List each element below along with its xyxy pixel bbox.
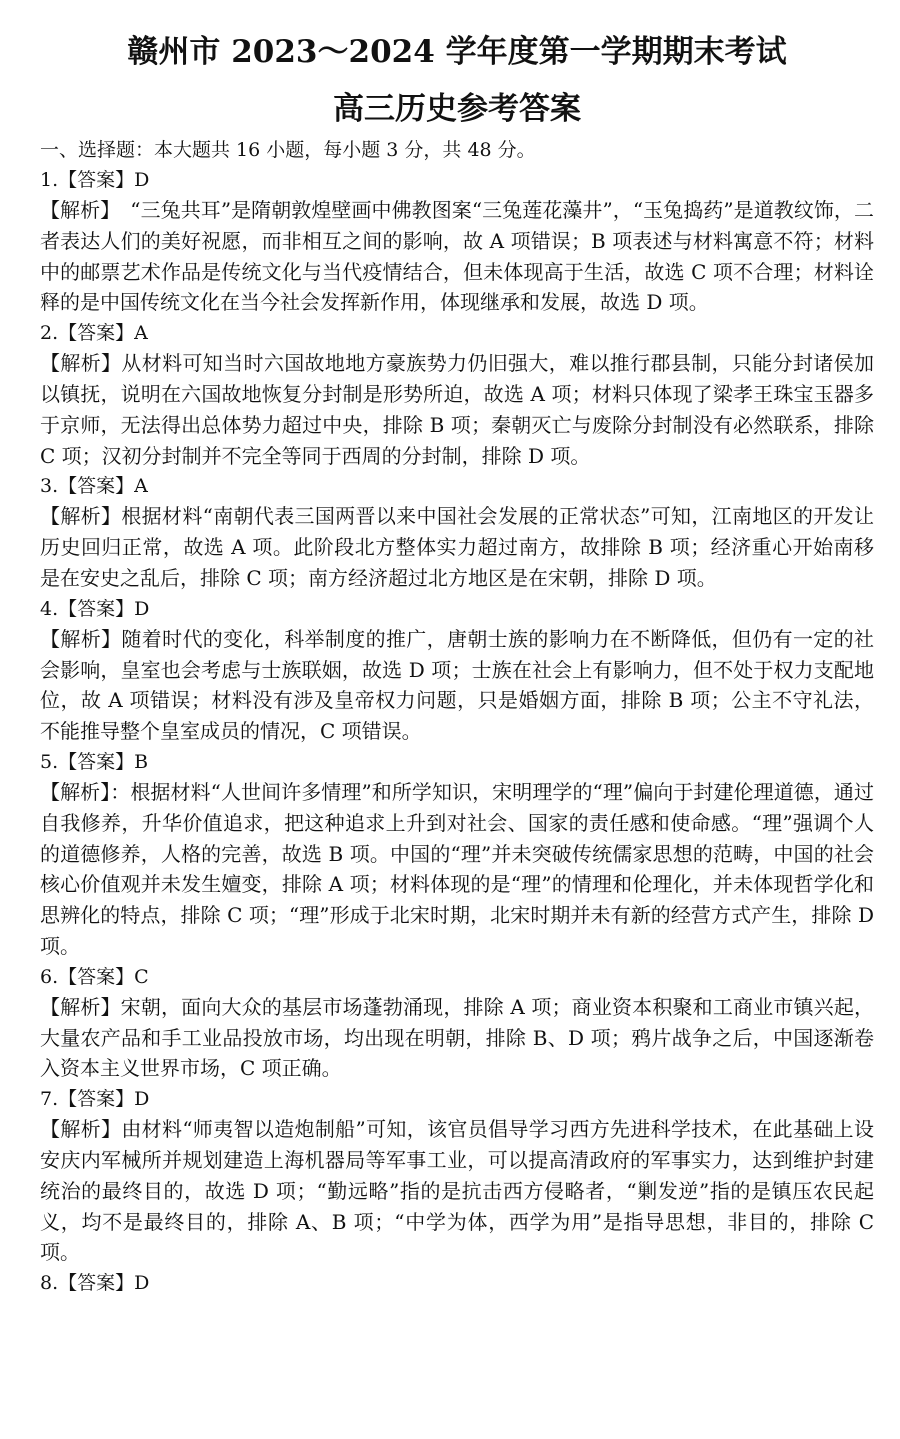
answer-line: 4.【答案】D — [40, 597, 150, 620]
analysis-paragraph: 【解析】宋朝，面向大众的基层市场蓬勃涌现，排除 A 项；商业资本积聚和工商业市镇兴起，大量农产品和手工业品投放市场，均出现在明朝，排除 B、D 项；鸦片战争之后，中国逐渐卷入资本主义世界市场，C 项正确。 — [40, 994, 874, 1081]
analysis-paragraph: 【解析】：根据材料“人世间许多情理”和所学知识，宋明理学的“理”偏向于封建伦理道德，通过自我修养，升华价值追求，把这种追求上升到对社会、国家的责任感和使命感。“理”强调个人的道德修养，人格的完善，故选 B 项。中国的“理”并未突破传统儒家思想的范畴，中国的社会核心价值观并未发生嬗变，排除 A 项；材料体现的是“理”的情理和伦理化，并未体现哲学化和思辨化的特点，排除 C 项；“理”形成于北宋时期，北宋时期并未有新的经营方式产生，排除 D 项。 — [40, 779, 874, 958]
analysis-paragraph: 【解析】由材料“师夷智以造炮制船”可知，该官员倡导学习西方先进科学技术，在此基础上设安庆内军械所并规划建造上海机器局等军事工业，可以提高清政府的军事实力，达到维护封建统治的最终目的，故选 D 项；“勤远略”指的是抗击西方侵略者，“剿发逆”指的是镇压农民起义，均不是最终目的，排除 A、B 项；“中学为体，西学为用”是指导思想，非目的，排除 C 项。 — [40, 1117, 874, 1265]
answer-line: 5.【答案】B — [40, 750, 149, 773]
answer-line: 3.【答案】A — [40, 475, 148, 498]
answer-line: 6.【答案】C — [40, 965, 149, 988]
answer-line: 1.【答案】D — [40, 169, 150, 191]
question-2 — [40, 318, 874, 471]
question-5 — [40, 747, 874, 962]
question-4 — [40, 594, 874, 747]
analysis-paragraph: 【解析】从材料可知当时六国故地地方豪族势力仍旧强大，难以推行郡县制，只能分封诸侯加以镇抚，说明在六国故地恢复分封制是形势所迫，故选 A 项；材料只体现了梁孝王珠宝玉器多于京师，无法得出总体势力超过中央，排除 B 项；秦朝灭亡与废除分封制没有必然联系，排除 C 项；汉初分封制并不完全等同于西周的分封制，排除 D 项。 — [40, 351, 874, 468]
question-6 — [40, 962, 874, 1084]
answer-line: 7.【答案】D — [40, 1088, 150, 1111]
analysis-paragraph: 【解析】根据材料“南朝代表三国两晋以来中国社会发展的正常状态”可知，江南地区的开发让历史回归正常，故选 A 项。此阶段北方整体实力超过南方，故排除 B 项；经济重心开始南移是在安史之乱后，排除 C 项；南方经济超过北方地区是在宋朝，排除 D 项。 — [40, 504, 874, 590]
analysis-paragraph: 【解析】随着时代的变化，科举制度的推广，唐朝士族的影响力在不断降低，但仍有一定的社会影响，皇室也会考虑与士族联姻，故选 D 项；士族在社会上有影响力，但不处于权力支配地位，故 A 项错误；材料没有涉及皇帝权力问题，只是婚姻方面，排除 B 项；公主不守礼法，不能推导整个皇室成员的情况，C 项错误。 — [40, 626, 874, 744]
page-title: 赣州市 2023～2024 学年度第一学期期末考试 — [127, 34, 787, 70]
analysis-paragraph: 【解析】 “三兔共耳”是隋朝敦煌壁画中佛教图案“三兔莲花藻井”，“玉兔捣药”是道教纹饰，二者表达人们的美好祝愿，而非相互之间的影响，故 A 项错误；B 项表述与材料寓意不符；材料中的邮票艺术作品是传统文化与当代疫情结合，但未体现高于生活，故选 C 项不合理；材料诠释的是中国传统文化在当今社会发挥新作用，体现继承和发展，故选 D 项。 — [40, 198, 874, 315]
question-3 — [40, 471, 874, 593]
section-heading: 一、选择题：本大题共 16 小题，每小题 3 分，共 48 分。 — [40, 139, 536, 161]
page-subtitle: 高三历史参考答案 — [333, 91, 581, 127]
answer-line: 2.【答案】A — [40, 322, 148, 345]
question-1 — [40, 165, 874, 318]
question-7 — [40, 1084, 874, 1268]
answer-line: 8.【答案】D — [40, 1272, 150, 1295]
question-8 — [40, 1268, 874, 1298]
